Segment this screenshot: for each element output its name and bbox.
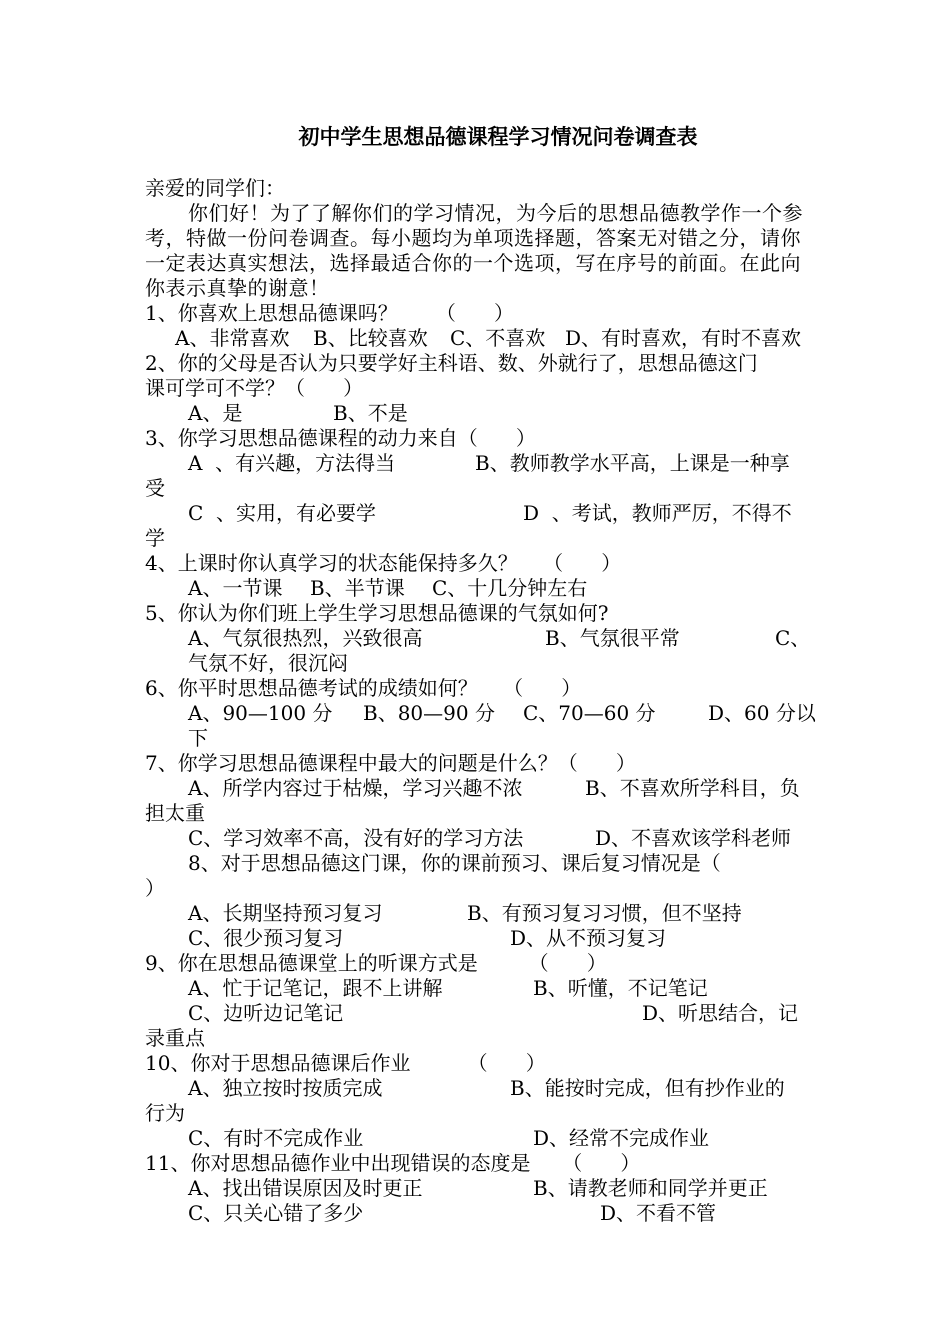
option-d-continued: 学 — [145, 526, 165, 550]
option-c: C、十几分钟左右 — [432, 576, 588, 600]
question-11-options-row-2 — [145, 1201, 808, 1226]
option-c: C、只关心错了多少 — [188, 1201, 364, 1225]
question-3-options-row-1 — [145, 451, 808, 476]
option-c: C、边听边记笔记 — [188, 1001, 344, 1025]
option-a: A、长期坚持预习复习 — [188, 901, 383, 925]
question-8-line-2: ） — [145, 876, 165, 900]
option-a: A、90—100 分 — [188, 701, 333, 725]
question-5: 5、你认为你们班上学生学习思想品德课的气氛如何? — [145, 601, 609, 625]
question-4: 4、上课时你认真学习的状态能保持多久？ （ ） — [145, 551, 622, 575]
option-d: D、不喜欢该学科老师 — [595, 826, 792, 850]
survey-body — [145, 176, 816, 1226]
question-8-options-row-1 — [145, 901, 808, 926]
option-b-continued: 担太重 — [145, 801, 205, 825]
option-a: A、忙于记笔记，跟不上讲解 — [188, 976, 443, 1000]
question-3-options-row-2 — [145, 501, 808, 526]
option-c: C、 — [775, 626, 811, 650]
option-b: B、半节课 — [310, 576, 405, 600]
option-c-continued: 气氛不好，很沉闷 — [188, 651, 348, 675]
option-b: B、气氛很平常 — [545, 626, 680, 650]
question-5-options — [145, 626, 811, 651]
question-11-options-row-1 — [145, 1176, 808, 1201]
question-6-options — [145, 701, 816, 726]
option-a: A、所学内容过于枯燥，学习兴趣不浓 — [188, 776, 523, 800]
option-b-continued: 行为 — [145, 1101, 185, 1125]
option-d: D、听思结合，记 — [642, 1001, 799, 1025]
option-b: B、80—90 分 — [363, 701, 495, 725]
question-1-options — [145, 326, 808, 351]
option-d: D、有时喜欢，有时不喜欢 — [565, 326, 802, 350]
page-title: 初中学生思想品德课程学习情况问卷调查表 — [298, 124, 698, 149]
question-7: 7、你学习思想品德课程中最大的问题是什么？（ ） — [145, 751, 636, 775]
question-8-options-row-2 — [145, 926, 808, 951]
intro-paragraph: 你们好！为了了解你们的学习情况，为今后的思想品德教学作一个参考，特做一份问卷调查。每小题均为单项选择题，答案无对错之分，请你一定表达真实想法，选择最适合你的一个选项，写在序号的前面。在此向你表示真挚的谢意！ — [145, 201, 803, 300]
option-d: D、经常不完成作业 — [533, 1126, 710, 1150]
option-a: A、独立按时按质完成 — [188, 1076, 383, 1100]
question-10-options-row-1 — [145, 1076, 808, 1101]
option-d: D 、考试，教师严厉，不得不 — [523, 501, 792, 525]
option-a: A、一节课 — [188, 576, 283, 600]
option-b: B、教师教学水平高，上课是一种享 — [475, 451, 790, 475]
question-8-line-1: 8、对于思想品德这门课，你的课前预习、课后复习情况是（ — [188, 851, 721, 875]
option-c: C、很少预习复习 — [188, 926, 344, 950]
option-a: A、非常喜欢 — [175, 326, 290, 350]
option-d: D、从不预习复习 — [510, 926, 667, 950]
option-b: B、不喜欢所学科目，负 — [585, 776, 800, 800]
question-2-line-2: 课可学可不学？（ ） — [145, 376, 364, 400]
option-a: A、找出错误原因及时更正 — [188, 1176, 423, 1200]
option-d: D、60 分以 — [708, 701, 816, 725]
question-3: 3、你学习思想品德课程的动力来自（ ） — [145, 426, 536, 450]
option-b: B、比较喜欢 — [313, 326, 428, 350]
question-9: 9、你在思想品德课堂上的听课方式是 （ ） — [145, 951, 607, 975]
option-b-continued: 受 — [145, 476, 165, 500]
question-2-line-1: 2、你的父母是否认为只要学好主科语、数、外就行了，思想品德这门 — [145, 351, 758, 375]
option-b: B、不是 — [333, 401, 408, 425]
question-4-options — [145, 576, 808, 601]
option-b: B、有预习复习习惯，但不坚持 — [467, 901, 742, 925]
question-2-options — [145, 401, 808, 426]
question-7-options-row-2 — [145, 826, 808, 851]
option-c: C、70—60 分 — [523, 701, 656, 725]
option-b: B、请教老师和同学并更正 — [533, 1176, 768, 1200]
option-a: A、是 — [188, 401, 243, 425]
question-9-options-row-1 — [145, 976, 808, 1001]
option-d-continued: 录重点 — [145, 1026, 205, 1050]
question-6: 6、你平时思想品德考试的成绩如何？ （ ） — [145, 676, 582, 700]
question-7-options-row-1 — [145, 776, 808, 801]
option-c: C 、实用，有必要学 — [188, 501, 377, 525]
option-c: C、学习效率不高，没有好的学习方法 — [188, 826, 524, 850]
greeting: 亲爱的同学们： — [145, 176, 285, 200]
option-a: A、气氛很热烈，兴致很高 — [188, 626, 423, 650]
option-b: B、能按时完成，但有抄作业的 — [510, 1076, 785, 1100]
question-9-options-row-2 — [145, 1001, 808, 1026]
option-c: C、不喜欢 — [450, 326, 546, 350]
question-1: 1、你喜欢上思想品德课吗？ （ ） — [145, 301, 515, 325]
question-11: 11、你对思想品德作业中出现错误的态度是 （ ） — [145, 1151, 641, 1175]
question-10-options-row-2 — [145, 1126, 808, 1151]
option-a: A 、有兴趣，方法得当 — [188, 451, 396, 475]
question-10: 10、你对于思想品德课后作业 （ ） — [145, 1051, 546, 1075]
option-b: B、听懂，不记笔记 — [533, 976, 708, 1000]
option-d-continued: 下 — [188, 726, 208, 750]
option-d: D、不看不管 — [600, 1201, 717, 1225]
option-c: C、有时不完成作业 — [188, 1126, 364, 1150]
